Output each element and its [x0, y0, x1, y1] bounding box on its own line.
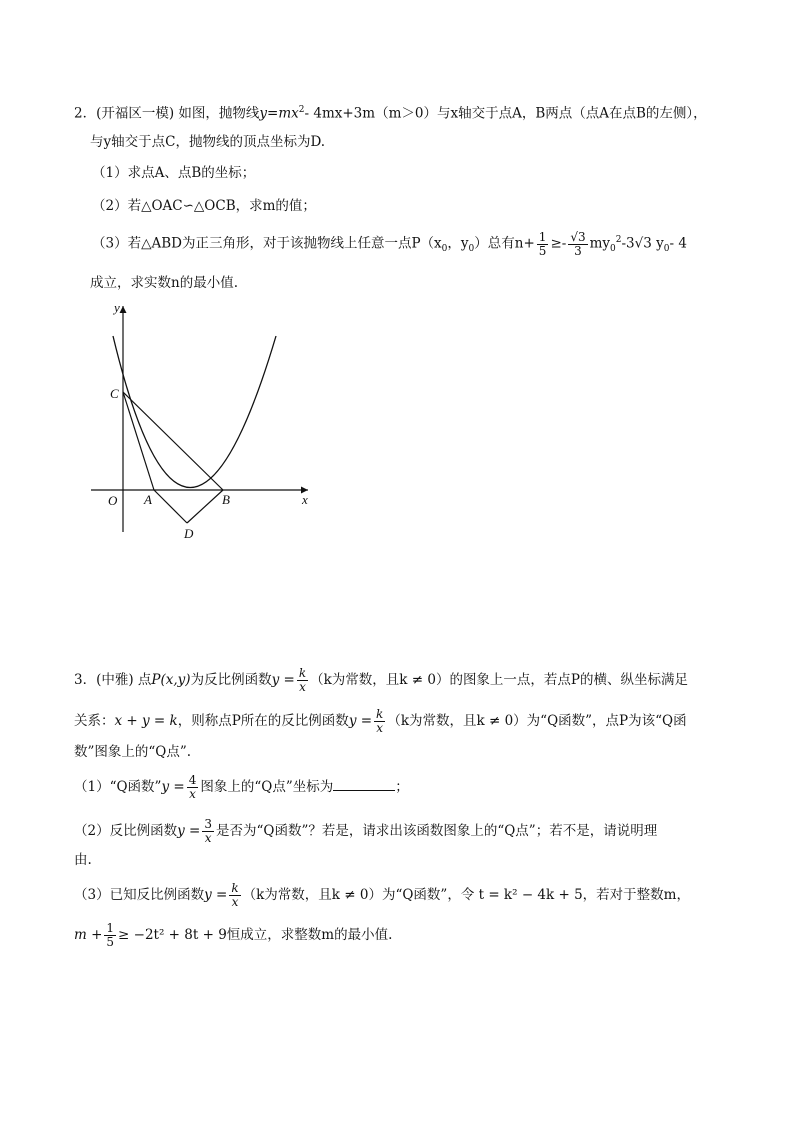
q3-l1-b: P(x,y) [151, 672, 191, 688]
label-C: C [110, 386, 119, 401]
q3-part3 [74, 882, 690, 909]
parabola-figure [86, 296, 326, 546]
label-O: O [108, 493, 118, 508]
q2-p3-e: my [589, 235, 611, 252]
q2-eq-left: y=mx [259, 105, 299, 122]
q3-p1-frac [187, 774, 199, 801]
q2-p3-frac2-den: 3 [574, 243, 582, 258]
q2-p3-frac1-num: 1 [538, 229, 547, 244]
q3-p2-b: y = [177, 823, 201, 839]
q3-line2 [74, 708, 687, 735]
q3-p3-e: ≥ −2t² + 8t + 9恒成立，求整数m的最小值. [118, 927, 393, 943]
q3-l2-b: x + y = k [114, 713, 178, 729]
q3-kfrac-2-den: x [376, 721, 384, 735]
q2-p3-sq: 2 [615, 235, 622, 245]
q2-p3-frac2-num: √3 [570, 229, 586, 244]
q3-p3-frac [104, 922, 116, 949]
q3-kfrac-2 [374, 708, 385, 735]
q2-p3-g: - 4 [669, 235, 687, 252]
q3-p2-a: （2）反比例函数 [74, 823, 178, 839]
segment-AD [154, 490, 187, 523]
q3-part3-cond [74, 922, 392, 949]
q2-part2: （2）若△OAC∽△OCB，求m的值； [92, 198, 316, 214]
q2-line1-a: 2．(开福区一模) 如图，抛物线 [74, 105, 260, 122]
q3-l1-a: 3．(中雅) 点 [74, 672, 152, 688]
q2-eq-pow: 2 [298, 105, 305, 115]
q3-p3-den: 5 [106, 935, 115, 949]
q2-eq-right: - 4mx+3m（m＞0） [304, 105, 437, 122]
q3-l1-e: （k为常数，且k ≠ 0）的图象上一点，若点P的横、纵坐标满足 [310, 672, 689, 688]
q3-l1-d: y = [271, 672, 295, 688]
q3-p2-frac [202, 818, 214, 845]
q2-line2: 与y轴交于点C，抛物线的顶点坐标为D. [90, 134, 326, 150]
q3-p3-c: （k为常数，且k ≠ 0）为“Q函数”，令 t = k² − 4k + 5，若对于整数m， [242, 887, 690, 903]
q3-kfrac-3 [229, 882, 240, 909]
q3-l2-c: ，则称点P所在的反比例函数 [177, 713, 349, 729]
q3-p3-a: （3）已知反比例函数 [74, 887, 205, 903]
q2-part1: （1）求点A、点B的坐标； [92, 165, 256, 181]
q2-p3-frac2 [568, 231, 587, 258]
q2-p3-sub1: 0 [468, 244, 475, 255]
q3-p1-den: x [189, 787, 196, 801]
q2-part3-end: 成立，求实数n的最小值. [90, 275, 238, 291]
q3-l2-a: 关系： [74, 713, 115, 729]
label-A: A [144, 492, 152, 507]
q3-part1 [74, 774, 409, 801]
q3-kfrac-2-num: k [376, 707, 384, 721]
q2-p3-sub0: 0 [441, 244, 448, 255]
q3-l2-d: y = [348, 713, 373, 729]
parabola-curve [113, 336, 276, 488]
q3-p2-den: x [204, 831, 212, 845]
q3-kfrac-3-den: x [231, 895, 239, 909]
q3-kfrac-1 [297, 667, 308, 694]
q2-p3-frac1 [537, 231, 549, 258]
answer-blank [333, 776, 395, 791]
q2-p3-c: ）总有n+ [474, 235, 535, 252]
q3-kfrac-1-num: k [298, 666, 307, 680]
q3-line3: 数”图象上的“Q点”. [74, 744, 192, 760]
q3-part2-end: 由. [74, 852, 92, 868]
q2-line1 [74, 100, 707, 124]
q3-p1-b: y = [161, 779, 185, 795]
q2-p3-a: （3）若△ABD为正三角形，对于该抛物线上任意一点P（x [92, 235, 442, 252]
q2-p3-frac1-den: 5 [538, 243, 547, 258]
q3-kfrac-1-den: x [299, 680, 306, 694]
segment-DB [187, 490, 223, 523]
q3-p1-num: 4 [188, 773, 197, 787]
q2-p3-sub-y0b: 0 [663, 244, 670, 255]
q2-part3 [92, 230, 687, 259]
label-D: D [184, 526, 194, 541]
q3-p3-d: m + [74, 927, 103, 943]
q3-p2-c: 是否为“Q函数”？若是，请求出该函数图象上的“Q点”；若不是，请说明理 [215, 823, 658, 839]
q3-p1-c: 图象上的“Q点”坐标为 [200, 779, 334, 795]
q2-line1-b: 与x轴交于点A，B两点（点A在点B的左侧）， [436, 105, 707, 122]
q3-p1-d: ； [395, 779, 409, 795]
q3-p2-num: 3 [204, 817, 212, 831]
q3-p1-a: （1）“Q函数” [74, 779, 162, 795]
q3-p3-b: y = [204, 887, 228, 903]
q3-l2-e: （k为常数，且k ≠ 0）为“Q函数”，点P为该“Q函 [387, 713, 687, 729]
q3-part2 [74, 818, 657, 845]
q2-p3-b: ，y [447, 235, 469, 252]
label-x: x [302, 492, 308, 507]
q3-line1 [74, 667, 688, 694]
q2-p3-f: -3√3 y [621, 235, 664, 252]
q2-p3-d: ≥- [550, 235, 567, 252]
q2-p3-sub-y0a: 0 [610, 244, 616, 255]
label-B: B [222, 492, 230, 507]
label-y: y [114, 300, 120, 315]
q3-kfrac-3-num: k [231, 881, 239, 895]
q3-p3-num: 1 [106, 921, 115, 935]
q3-l1-c: 为反比例函数 [190, 672, 272, 688]
